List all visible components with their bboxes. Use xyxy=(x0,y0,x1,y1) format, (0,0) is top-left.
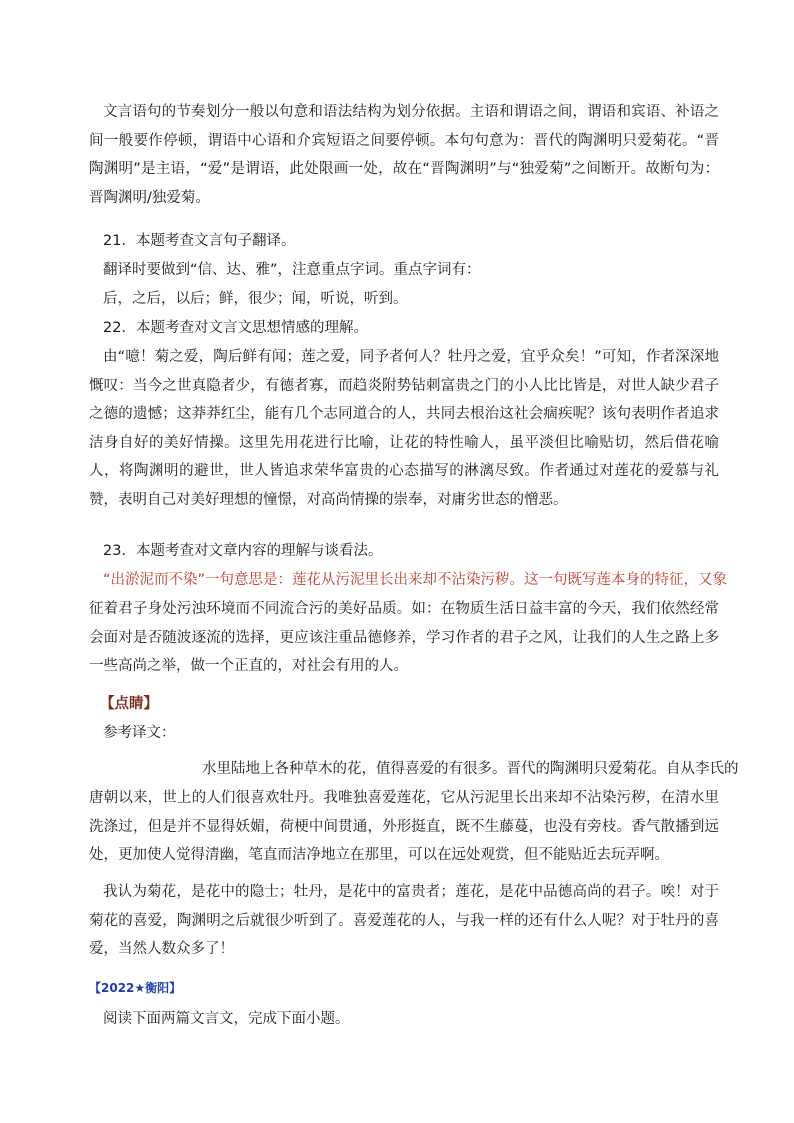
question-22-heading: 22．本题考查对文言文思想情感的理解。 xyxy=(103,320,368,336)
question-21-heading: 21．本题考查文言句子翻译。 xyxy=(103,233,296,249)
section-tag-2022-hengyang: 【2022★衡阳】 xyxy=(89,981,182,995)
question-23-analysis: 征着君子身处污浊环境而不同流合污的美好品质。如：在物质生活日益丰富的今天，我们依然经常会面对是否随波逐流的选择，更应该注重品德修养，学习作者的君子之风，让我们的人生之路上多一些高尚之举，做一个正直的，对社会有用的人。 xyxy=(89,601,719,674)
reading-instruction: 阅读下面两篇文言文，完成下面小题。 xyxy=(103,1011,350,1027)
question-21-keywords: 后，之后，以后；鲜，很少；闻，听说，听到。 xyxy=(103,291,408,307)
question-21-instruction: 翻译时要做到“信、达、雅”，注意重点字词。重点字词有： xyxy=(103,262,481,278)
question-22-analysis: 由“噫！菊之爱，陶后鲜有闻；莲之爱，同予者何人？牡丹之爱，宜乎众矣！”可知，作者深深地慨叹：当今之世真隐者少，有德者寡，而趋炎附势钻刺富贵之门的小人比比皆是，对世人缺少君子之德的遗憾；这莽莽红尘，能有几个志同道合的人，共同去根治这社会痼疾呢？该句表明作者追求洁身自好的美好情操。这里先用花进行比喻，让花的特性喻人，虽平淡但比喻贴切，然后借花喻人，将陶渊明的避世，世人皆追求荣华富贵的心态描写的淋漓尽致。作者通过对莲花的爱慕与礼赞，表明自己对美好理想的憧憬，对高尚情操的崇奉，对庸劣世态的憎恶。 xyxy=(89,349,719,508)
paragraph-rhythm-analysis: 文言语句的节奏划分一般以句意和语法结构为划分依据。主语和谓语之间，谓语和宾语、补语之间一般要作停顿，谓语中心语和介宾短语之间要停顿。本句句意为：晋代的陶渊明只爱菊花。“晋陶渊明”是主语，“爱”是谓语，此处限画一处，故在“晋陶渊明”与“独爱菊”之间断开。故断句为：晋陶渊明/独爱菊。 xyxy=(89,104,719,206)
question-23-heading: 23．本题考查对文章内容的理解与谈看法。 xyxy=(103,543,383,559)
reference-translation-label: 参考译文： xyxy=(103,725,176,741)
translation-paragraph-2: 我认为菊花，是花中的隐士；牡丹，是花中的富贵者；莲花，是花中品德高尚的君子。唉！对于菊花的喜爱，陶渊明之后就很少听到了。喜爱莲花的人，与我一样的还有什么人呢？对于牡丹的喜爱，当然人数众多了！ xyxy=(89,884,719,957)
translation-first-line: 水里陆地上各种草木的花，值得喜爱的有很多。晋代的陶渊明只爱菊花。自从李氏的 xyxy=(202,761,739,777)
translation-paragraph-1: 唐朝以来，世上的人们很喜欢牡丹。我唯独喜爱莲花，它从污泥里长出来却不沾染污秽，在清水里洗涤过，但是并不显得妖媚，荷梗中间贯通，外形挺直，既不生藤蔓，也没有旁枝。香气散播到远处，更加使人觉得清幽，笔直而洁净地立在那里，可以在远处观赏，但不能贴近去玩弄啊。 xyxy=(89,790,719,863)
question-23-highlighted: “出淤泥而不染”一句意思是：莲花从污泥里长出来却不沾染污秽。这一句既写莲本身的特征，又象 xyxy=(103,572,728,588)
dianjing-label: 【点睛】 xyxy=(100,696,158,712)
